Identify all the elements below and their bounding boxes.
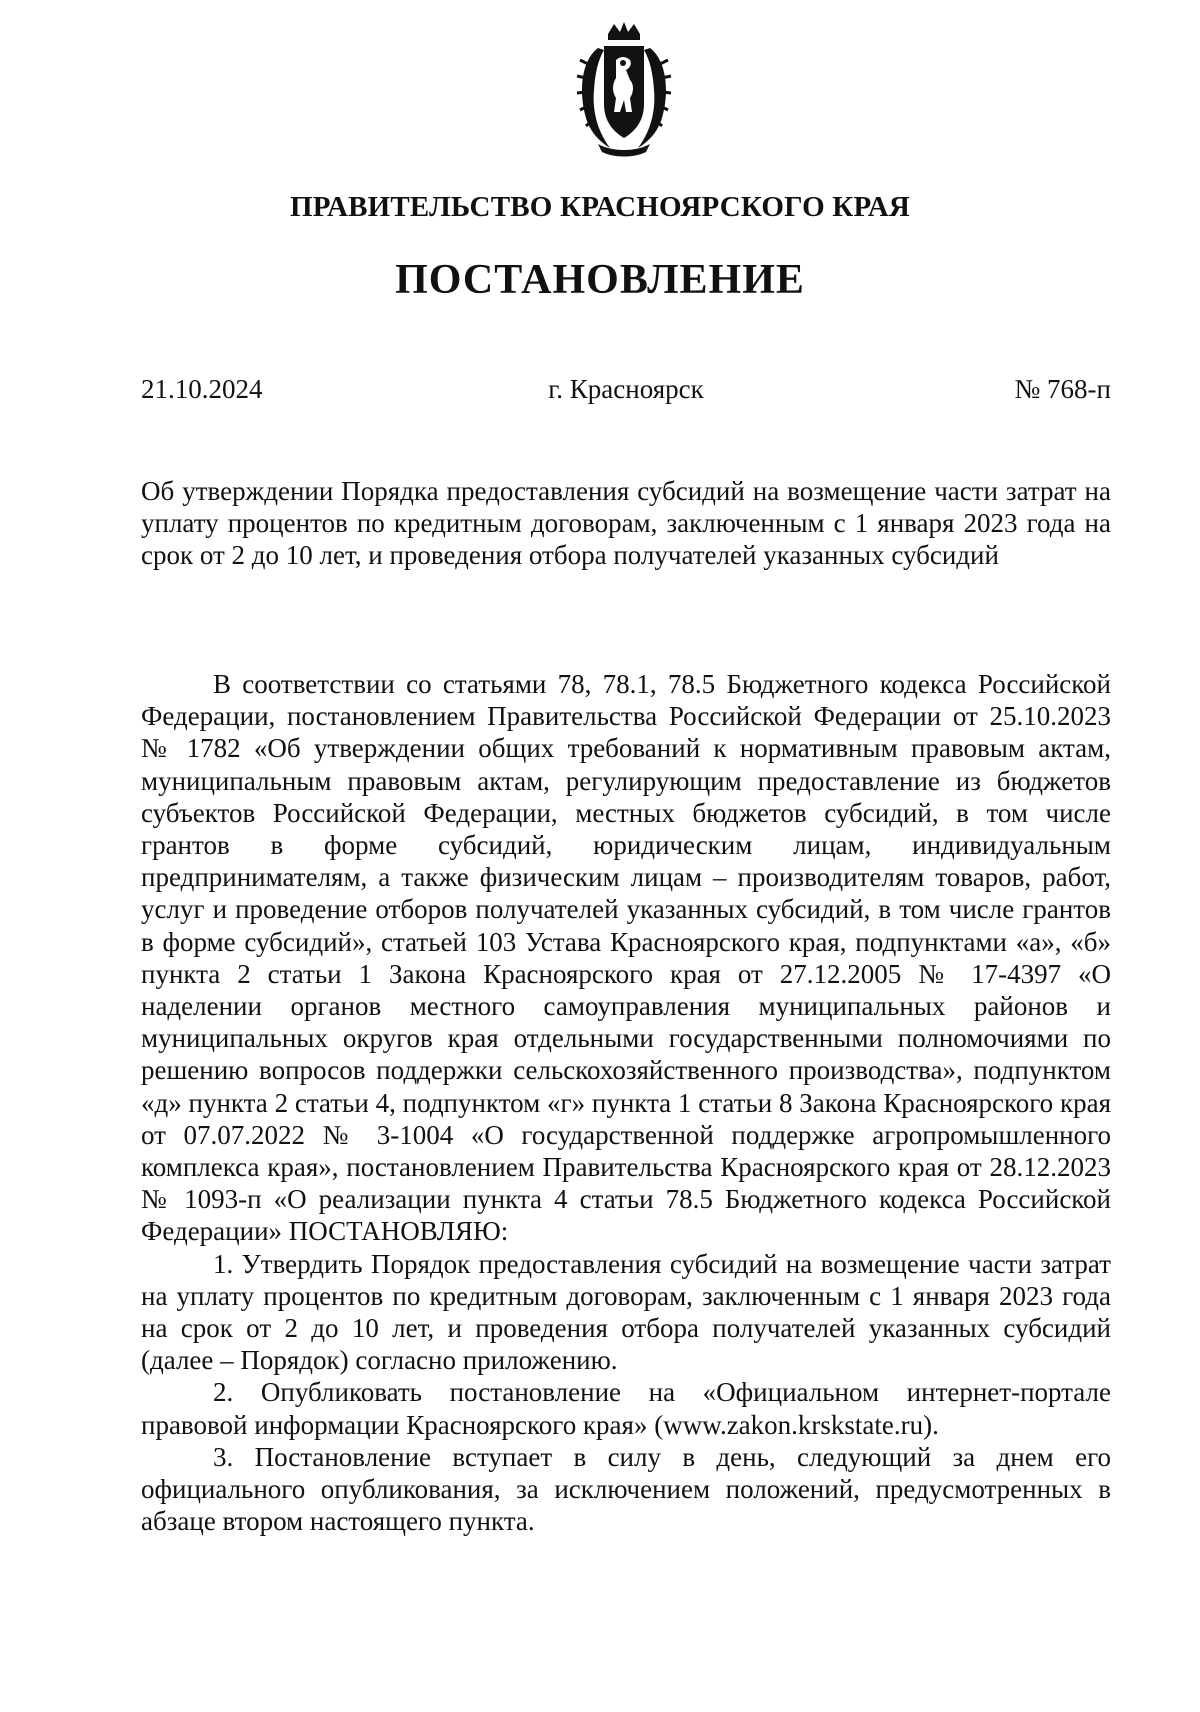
organization-name: ПРАВИТЕЛЬСТВО КРАСНОЯРСКОГО КРАЯ — [289, 191, 911, 223]
item-3-paragraph: 3. Постановление вступает в силу в день, следующий за днем его официального опубликования, за исключением положений, предусмотренных в абзаце втором настоящего пункта. — [141, 1441, 1111, 1537]
document-type: ПОСТАНОВЛЕНИЕ — [395, 257, 805, 303]
document-meta-row — [141, 374, 1111, 414]
item-1-paragraph: 1. Утвердить Порядок предоставления субсидий на возмещение части затрат на уплату процентов по кредитным договорам, заключенным с 1 января 2023 года на срок от 2 до 10 лет, и проведения отбора получателей указанных субсидий (далее – Порядок) согласно приложению. — [141, 1248, 1111, 1376]
krasnoyarsk-coat-of-arms-icon — [568, 20, 680, 158]
document-body — [141, 668, 1111, 1537]
document-city: г. Красноярск — [548, 374, 704, 404]
document-number: № 768-п — [1014, 374, 1111, 404]
document-title: Об утверждении Порядка предоставления субсидий на возмещение части затрат на уплату процентов по кредитным договорам, заключенным с 1 января 2023 года на срок от 2 до 10 лет, и проведения отбора получателей указанных субсидий — [141, 476, 1111, 570]
document-date: 21.10.2024 — [141, 374, 263, 404]
preamble-paragraph: В соответствии со статьями 78, 78.1, 78.5 Бюджетного кодекса Российской Федерации, постановлением Правительства Российской Федерации от 25.10.2023 № 1782 «Об утверждении общих требований к нормативным правовым актам, муниципальным правовым актам, регулирующим предоставление из бюджетов субъектов Российской Федерации, местных бюджетов субсидий, в том числе грантов в форме субсидий, юридическим лицам, индивидуальным предпринимателям, а также физическим лицам – производителям товаров, работ, услуг и проведение отборов получателей указанных субсидий, в том числе грантов в форме субсидий», статьей 103 Устава Красноярского края, подпунктами «а», «б» пункта 2 статьи 1 Закона Красноярского края от 27.12.2005 № 17-4397 «О наделении органов местного самоуправления муниципальных районов и муниципальных округов края отдельными государственными полномочиями по решению вопросов поддержки сельскохозяйственного производства», подпунктом «д» пункта 2 статьи 4, подпунктом «г» пункта 1 статьи 8 Закона Красноярского края от 07.07.2022 № 3-1004 «О государственной поддержке агропромышленного комплекса края», постановлением Правительства Красноярского края от 28.12.2023 № 1093-п «О реализации пункта 4 статьи 78.5 Бюджетного кодекса Российской Федерации» ПОСТАНОВЛЯЮ: — [141, 669, 1111, 1247]
item-2-paragraph: 2. Опубликовать постановление на «Официальном интернет-портале правовой информации Красноярского края» (www.zakon.krskstate.ru). — [141, 1377, 1111, 1440]
